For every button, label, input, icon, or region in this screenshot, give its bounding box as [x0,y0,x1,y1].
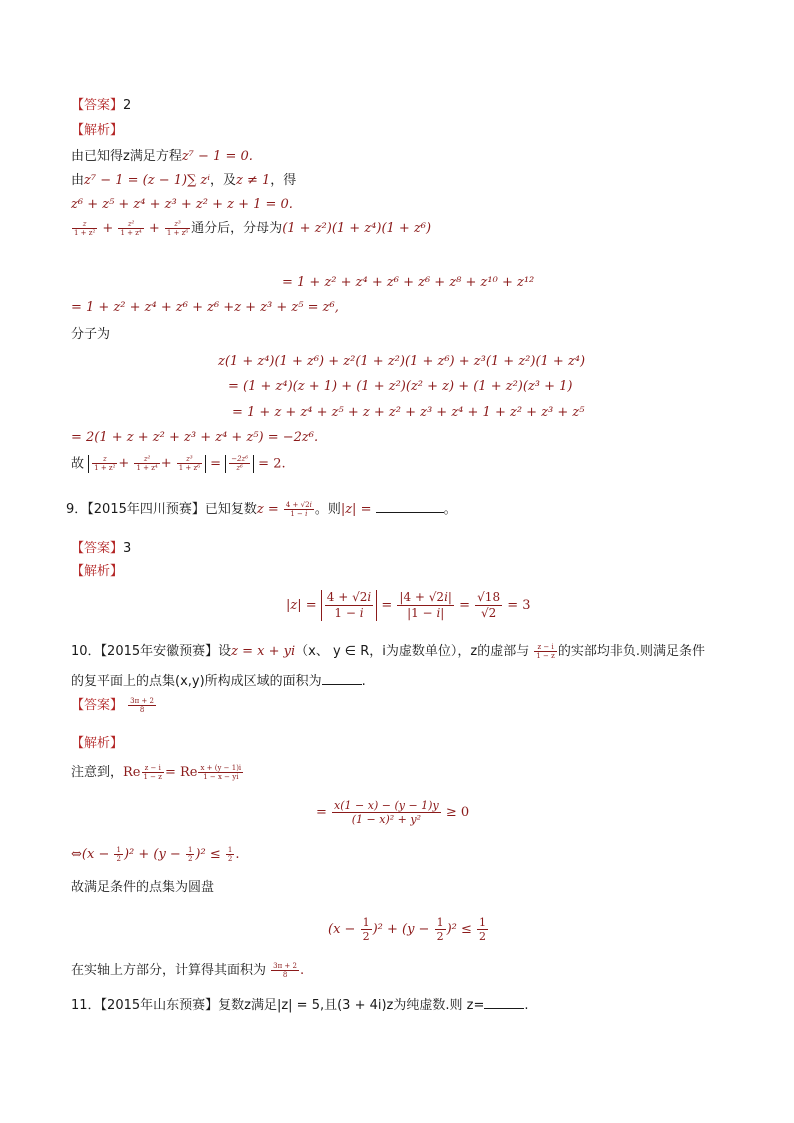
frac-z2-over-1-z4: $\frac{\text{z²}}{\text{1 + z⁴}}$ [120,220,142,237]
q8-answer-line [71,97,131,115]
q8-analysis-label: 【解析】 [71,123,124,138]
q8-line-10: = 1 + z + z⁴ + z⁵ + z + z² + z³ + z⁴ + 1 + z² + z³ + z⁵ [232,405,585,420]
q10-disk: (x − $\frac{1}{2}$ )² + (y − $\frac{1}{2}$ )² ≤ $\frac{1}{2}$ [328,916,487,943]
frac-z3-over-1-z6: $\frac{\text{z³}}{\text{1 + z⁶}}$ [166,220,189,237]
q8-line-3: z⁶ + z⁵ + z⁴ + z³ + z² + z + 1 = 0. [71,197,293,212]
frac-q9-z: $\frac{4 + √2i}{1 - i}$ [285,501,312,518]
sum-expression: z⁷ − 1 = (z − 1)∑ zⁱ [84,173,210,188]
q8-line-1: 由已知得z满足方程z⁷ − 1 = 0. [71,149,253,164]
q10-inequality: = $\frac{x(1 - x) - (y - 1)y}{\text{(1 − x)² + y²}}$ ≥ 0 [316,799,470,826]
q9-stem: 9．【2015年四川预赛】已知复数z = $\frac{4 + √2i}{1 - i}$ 。则|z| = 。 [66,501,457,518]
q8-line-6: = 1 + z² + z⁴ + z⁶ + z⁶ +z + z³ + z⁵ = z⁶, [71,300,339,315]
q9-analysis-label: 【解析】 [71,564,124,579]
q9-answer-blank [376,500,444,513]
abs-ratio: $\frac{\text{−2z⁶}}{\text{z⁶}}$ [225,455,254,473]
q10-stem-line-1: 10．【2015年安徽预赛】设z = x + yi（x、 y ∈ R，i为虚数单位），z的虚部与 $\frac{z - i}{1 - z}$ 的实部均非负.则满足条件 [71,643,705,660]
q8-line-8: z(1 + z⁴)(1 + z⁶) + z²(1 + z²)(1 + z⁶) + z³(1 + z²)(1 + z⁴) [218,354,586,369]
q10-stem-line-2: 的复平面上的点集(x,y)所构成区域的面积为 . [71,674,366,689]
q8-line-4: $\frac{z}{\text{1 + z²}}$ + $\frac{\text{z²}}{\text{1 + z⁴}}$ + $\frac{\text{z³}}{\text{1 + z⁶}}$ 通分后，分母为(1 + z²)(1 + z⁴)(1 + z⁶) [74,220,432,237]
q11-answer-blank [484,996,524,1009]
q8-line-7: 分子为 [71,327,111,342]
q8-line-5: = 1 + z² + z⁴ + z⁶ + z⁶ + z⁸ + z¹⁰ + z¹² [282,275,535,290]
q8-line-12: 故 $\frac{z}{\text{1 + z²}}$ + $\frac{\text{z²}}{\text{1 + z⁴}}$ + $\frac{\text{z³}}{\text{1 + z⁶}}$ = $\frac{\text{−2z⁶}}{\text{z⁶}}$ = 2. [71,455,286,472]
q10-answer-line: 【答案】 $\frac{3\pi + 2}{8}$ [71,697,154,714]
answer-label: 【答案】 [71,98,124,113]
q10-note: 注意到，Re $\frac{z - i}{1 - z}$ = Re $\frac{x + (y - 1)i}{1 - x - yi}$ [71,764,242,781]
q10-area: 在实轴上方部分，计算得其面积为 $\frac{3\pi + 2}{8}$ . [71,962,305,979]
q8-line-11: = 2(1 + z + z² + z³ + z⁴ + z⁵) = −2z⁶. [71,430,319,445]
abs-sum-of-fractions: $\frac{z}{\text{1 + z²}}$ + $\frac{\text{z²}}{\text{1 + z⁴}}$ + $\frac{\text{z³}}{\text{1 + z⁶}}$ [88,455,206,473]
q8-line-2: 由z⁷ − 1 = (z − 1)∑ zⁱ，及z ≠ 1，得 [71,173,297,188]
q10-answer-blank [322,672,362,685]
q9-solution: |z| = $\frac{4 + √2i}{1 - i}$ = $\frac{|4 + √2i|}{|1 - i|}$ = $\frac{√18}{√2}$ = 3 [286,590,531,620]
q8-answer-value: 2 [123,98,132,113]
q11-stem: 11．【2015年山东预赛】复数z满足|z| = 5,且(3 + 4i)z为纯虚数.则 z= . [71,998,529,1013]
q10-analysis-label: 【解析】 [71,736,124,751]
frac-z-over-1-z2: $\frac{z}{\text{1 + z²}}$ [74,220,96,237]
q8-line-9: = (1 + z⁴)(z + 1) + (1 + z²)(z² + z) + (1 + z²)(z³ + 1) [228,379,573,394]
q10-equivalent: ⇔(x − $\frac{1}{2}$ )² + (y − $\frac{1}{2}$ )² ≤ $\frac{1}{2}$ . [71,846,240,863]
q9-answer-line: 【答案】3 [71,541,132,556]
q10-conclusion: 故满足条件的点集为圆盘 [71,880,215,895]
